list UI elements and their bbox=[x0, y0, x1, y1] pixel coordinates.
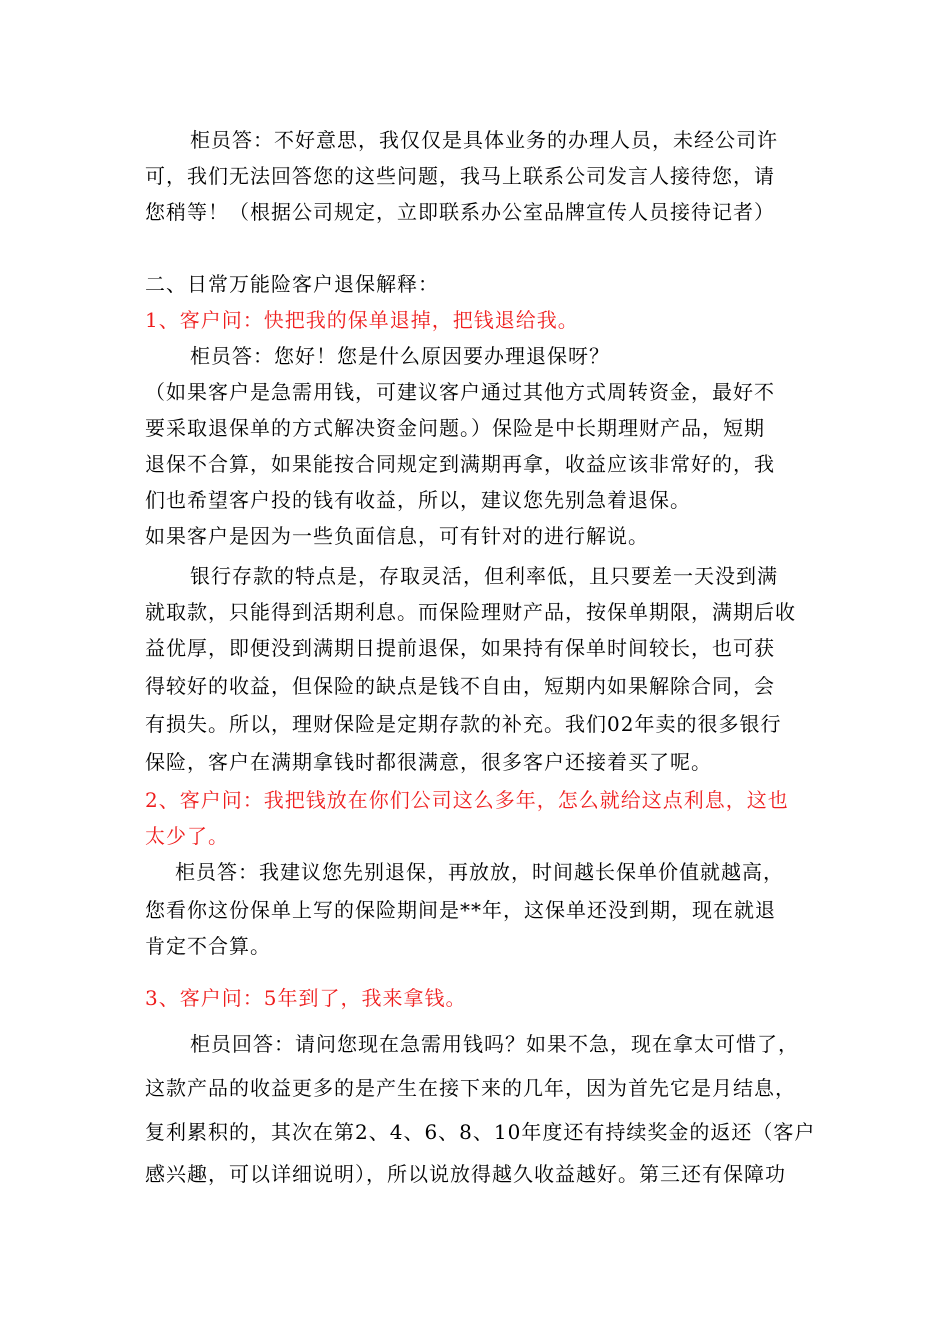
section-heading: 二、日常万能险客户退保解释： bbox=[145, 272, 439, 296]
teller-answer: 柜员答：我建议您先别退保，再放放，时间越长保单价值就越高， bbox=[175, 860, 784, 884]
paragraph-line: 退保不合算，如果能按合同规定到满期再拿，收益应该非常好的，我 bbox=[145, 452, 775, 476]
teller-answer: 柜员答：您好！您是什么原因要办理退保呀？ bbox=[190, 344, 610, 368]
paragraph-line: 感兴趣，可以详细说明），所以说放得越久收益越好。第三还有保障功 bbox=[145, 1162, 786, 1186]
paragraph-line: 如果客户是因为一些负面信息，可有针对的进行解说。 bbox=[145, 524, 649, 548]
paragraph-line: 肯定不合算。 bbox=[145, 934, 271, 958]
paragraph-line: 银行存款的特点是，存取灵活，但利率低，且只要差一天没到满 bbox=[190, 564, 778, 588]
customer-question: 太少了。 bbox=[145, 824, 229, 848]
paragraph-line: 柜员答：不好意思，我仅仅是具体业务的办理人员，未经公司许 bbox=[190, 128, 778, 152]
paragraph-line: 益优厚，即便没到满期日提前退保，如果持有保单时间较长，也可获 bbox=[145, 636, 775, 660]
customer-question: 1、客户问：快把我的保单退掉，把钱退给我。 bbox=[145, 308, 579, 332]
paragraph-line: 复利累积的，其次在第2、4、6、8、10年度还有持续奖金的返还（客户 bbox=[145, 1120, 816, 1144]
paragraph-line: 保险，客户在满期拿钱时都很满意，很多客户还接着买了呢。 bbox=[145, 750, 712, 774]
paragraph-line: 有损失。所以，理财保险是定期存款的补充。我们02年卖的很多银行 bbox=[145, 712, 782, 736]
paragraph-line: 您稍等！（根据公司规定，立即联系办公室品牌宣传人员接待记者） bbox=[145, 200, 775, 224]
paragraph-line: 您看你这份保单上写的保险期间是**年，这保单还没到期，现在就退 bbox=[145, 898, 776, 922]
paragraph-line: （如果客户是急需用钱，可建议客户通过其他方式周转资金，最好不 bbox=[145, 380, 775, 404]
paragraph-line: 这款产品的收益更多的是产生在接下来的几年，因为首先它是月结息， bbox=[145, 1076, 796, 1100]
customer-question: 2、客户问：我把钱放在你们公司这么多年，怎么就给这点利息，这也 bbox=[145, 788, 789, 812]
customer-question: 3、客户问：5年到了，我来拿钱。 bbox=[145, 986, 467, 1010]
paragraph-line: 可，我们无法回答您的这些问题，我马上联系公司发言人接待您，请 bbox=[145, 164, 775, 188]
paragraph-line: 得较好的收益，但保险的缺点是钱不自由，短期内如果解除合同，会 bbox=[145, 674, 775, 698]
paragraph-line: 就取款，只能得到活期利息。而保险理财产品，按保单期限，满期后收 bbox=[145, 600, 796, 624]
paragraph-line: 要采取退保单的方式解决资金问题。）保险是中长期理财产品，短期 bbox=[145, 416, 765, 440]
teller-answer: 柜员回答：请问您现在急需用钱吗？如果不急，现在拿太可惜了， bbox=[190, 1032, 799, 1056]
paragraph-line: 们也希望客户投的钱有收益，所以，建议您先别急着退保。 bbox=[145, 488, 691, 512]
